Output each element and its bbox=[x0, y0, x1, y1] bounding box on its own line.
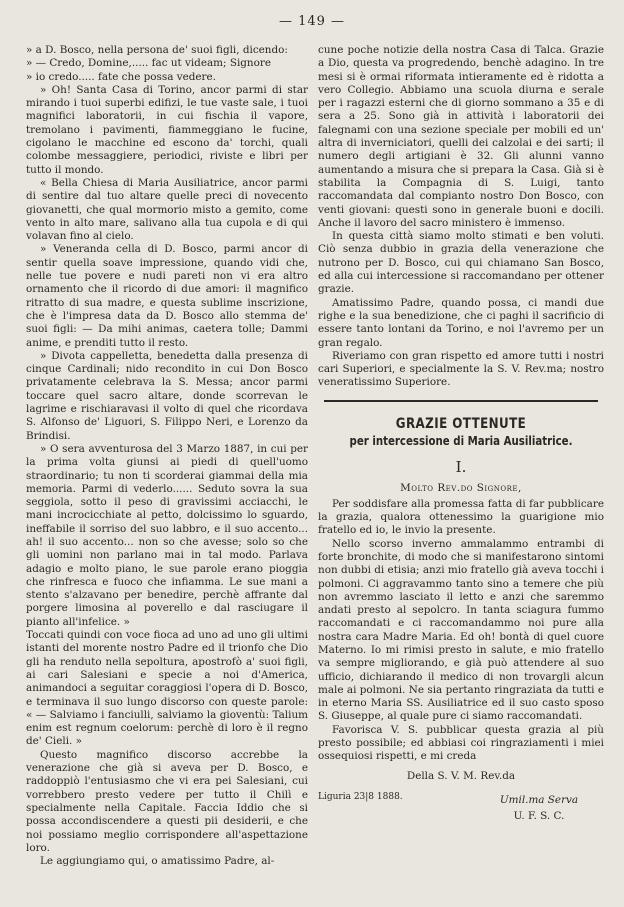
left-paragraph-aggiungiamo: Le aggiungiamo qui, o amatissimo Padre, al- bbox=[40, 855, 275, 868]
right-paragraph-talca: cune poche notizie della nostra Casa di Talca. Grazie a Dio, questa va progredendo, benchè adagino. In tre mesi si è ormai riformata intieramente ed è ridotta a vero Collegio. Abbiamo una scuola diurna e serale per i ragazzi esterni che di giorno sommano a 35 e di sera a 25. Sono già in attività i laboratorii dei falegnami con una sezione speciale per mobili ed un' altra di inverniciatori, quelli dei calzolai e dei sarti; il numero degli artigiani è 32. Gli alunni vanno aumentando a misura che si prepara la Casa. Già si è stabilita la Compagnia di S. Luigi, tanto raccomandata dal compianto nostro Don Bosco, con venti giovani: questi sono in generale buoni e docili. Anche il lavoro del sacro ministero è immenso. bbox=[318, 44, 604, 229]
signature-block bbox=[474, 792, 604, 824]
left-paragraph-cappelletta: » Divota cappelletta, benedetta dalla presenza di cinque Cardinali; nido recondito in cui Don Bosco privatamente celebrava la S. Messa; ancor parmi toccare quel sacro altare, donde scorrevan le lagrime e rischiaravasi il volto di quel che ricordava S. Alfonso de' Liguori, S. Filippo Neri, e Lorenzo da Brindisi. bbox=[26, 349, 308, 442]
left-line-1: » a D. Bosco, nella persona de' suoi figli, dicendo: bbox=[26, 44, 288, 56]
right-paragraph-padre: Amatissimo Padre, quando possa, ci mandi due righe e la sua benedizione, che ci paghi il sacrificio di essere tanto lontani da Torino, e noi l'avremo per un gran regalo. bbox=[318, 296, 604, 349]
place-date: Liguria 23|8 1888. bbox=[318, 791, 403, 802]
right-column bbox=[318, 44, 604, 824]
section-divider bbox=[324, 400, 598, 402]
letter-salutation: Molto Rev.do Signore, bbox=[400, 481, 522, 494]
left-paragraph-torino: » Oh! Santa Casa di Torino, ancor parmi di star mirando i tuoi superbi edifizi, le tue vaste sale, i tuoi magnifici laboratorii, in cui fischia il vapore, tremolano i pavimenti, fiammeggiano le fucine, cigolano le macchine ed escono da' torchi, quali colombe messaggiere, periodici, riviste e libri per tutto il mondo. bbox=[26, 83, 308, 176]
left-line-2: » — Credo, Domine,..... fac ut videam; Signore bbox=[26, 57, 271, 70]
signature-row bbox=[318, 792, 604, 824]
left-column bbox=[26, 44, 308, 868]
left-paragraph-cella: » Veneranda cella di D. Bosco, parmi ancor di sentir quella soave impressione, quando vidi che, nelle tue povere e nudi pareti non vi era altro ornamento che il ricordo di due amori: il magnifico ritratto di sua madre, e questa sublime inscrizione, che è l'impresa data da D. Bosco allo stemma de' suoi figli: — Da mihi animas, caetera tolle; Dammi anime, e prenditi tutto il resto. bbox=[26, 243, 308, 349]
right-paragraph-riveriamo: Riveriamo con gran rispetto ed amore tutti i nostri cari Superiori, e specialmente la S. V. Rev.ma; nostro veneratissimo Superiore. bbox=[318, 349, 604, 389]
section-subtitle: per intercessione di Maria Ausiliatrice. bbox=[349, 433, 573, 448]
page-number: — 149 — bbox=[278, 14, 346, 29]
section-number: I. bbox=[455, 457, 467, 476]
left-paragraph-discorso: Questo magnifico discorso accrebbe la venerazione che già si aveva per D. Bosco, e raddoppiò l'entusiasmo che vi era pei Salesiani, cui vorrebbero presto vedere per tutto il Chilì e specialmente nella Capitale. Faccia Iddio che si possa accondiscendere a questi pii desiderii, e che noi possiamo meglio corrispondere all'aspettazione loro. bbox=[26, 748, 308, 854]
letter-paragraph-2: Nello scorso inverno ammalammo entrambi di forte bronchite, di modo che si manifestarono sintomi non dubbi di etisia; anzi mio fratello già aveva tocchi i polmoni. Ci aggravammo tanto sino a temere che più non avremmo lasciato il letto e anzi che saremmo andati presto al sepolcro. In tanta sciagura fummo raccomandati e ci raccomandammo noi pure alla nostra cara Madre Maria. Ed oh! bontà di quel cuore Materno. Io mi rimisi presto in salute, e mio fratello va sempre migliorando, e già può attendere al suo ufficio, dichiarando il medico di non trovargli alcun male ai polmoni. Ne sia pertanto ringraziata da tutti e in eterno Maria SS. Ausiliatrice ed il suo casto sposo S. Giuseppe, al quale pure ci siamo raccomandati. bbox=[318, 537, 604, 723]
letter-paragraph-3: Favorisca V. S. pubblicar questa grazia al più presto possibile; ed abbiasi coi ringraziamenti i miei ossequiosi rispetti, e mi creda bbox=[318, 723, 604, 763]
right-paragraph-citta: In questa città siamo molto stimati e ben voluti. Ciò senza dubbio in grazia della venerazione che nutrono per D. Bosco, cui qui chiamano San Bosco, ed alla cui intercessione si raccomandano per ottener grazie. bbox=[318, 230, 604, 296]
left-paragraph-toccati: Toccati quindi con voce fioca ad uno ad uno gli ultimi istanti del morente nostro Padre ed il trionfo che Dio gli ha renduto nella sepoltura, apostrofò a' suoi figli, ai cari Salesiani e specie a noi d'America, animandoci a seguitar coraggiosi l'opera di D. Bosco, e terminava il suo lungo discorso con queste parole: « — Salviamo i fanciulli, salviamo la gioventù: Talium enim est regnum coelorum: perchè di loro è il regno de' Cieli. » bbox=[26, 629, 308, 748]
signature-line-2: U. F. S. C. bbox=[513, 809, 565, 822]
left-line-3: » io credo..... fate che possa vedere. bbox=[26, 70, 216, 83]
left-paragraph-chiesa: « Bella Chiesa di Maria Ausiliatrice, ancor parmi di sentire dal tuo altare quelle preci di novecento giovanetti, che qual mormorio misto a gemito, come vento in alto mare, salivano alla tua cupola e di qui volavan fino al cielo. bbox=[26, 176, 308, 243]
left-paragraph-sera: » O sera avventurosa del 3 Marzo 1887, in cui per la prima volta giunsi ai piedi di quell'uomo straordinario; tu non ti scorderai giammai della mia memoria. Parmi di vederlo...... Seduto sovra la sua seggiola, sotto il peso di gravissimi acciacchi, le mani incrocicchiate al petto, dolcissimo lo sguardo, ineffabile il sorriso del suo labbro, e il suo accento... ah! il suo accento... non so che avesse; solo so che gli uomini non parlano mai in tal modo. Parlava adagio e molto piano, le sue parole erano pioggia che rinfresca e fuoco che infiamma. Le sue mani a stento s'alzavano per benedire, perchè affrante dal porgere limosina al poverello e dal rasciugare il pianto all'infelice. » bbox=[26, 442, 308, 628]
letter-paragraph-1: Per soddisfare alla promessa fatta di far pubblicare la grazia, qualora ottenessimo la guarigione mio fratello ed io, le invio la presente. bbox=[318, 497, 604, 537]
section-title: GRAZIE OTTENUTE bbox=[395, 415, 527, 432]
signature-line-1: Umil.ma Serva bbox=[499, 793, 579, 806]
letter-closing: Della S. V. M. Rev.da bbox=[406, 769, 516, 782]
